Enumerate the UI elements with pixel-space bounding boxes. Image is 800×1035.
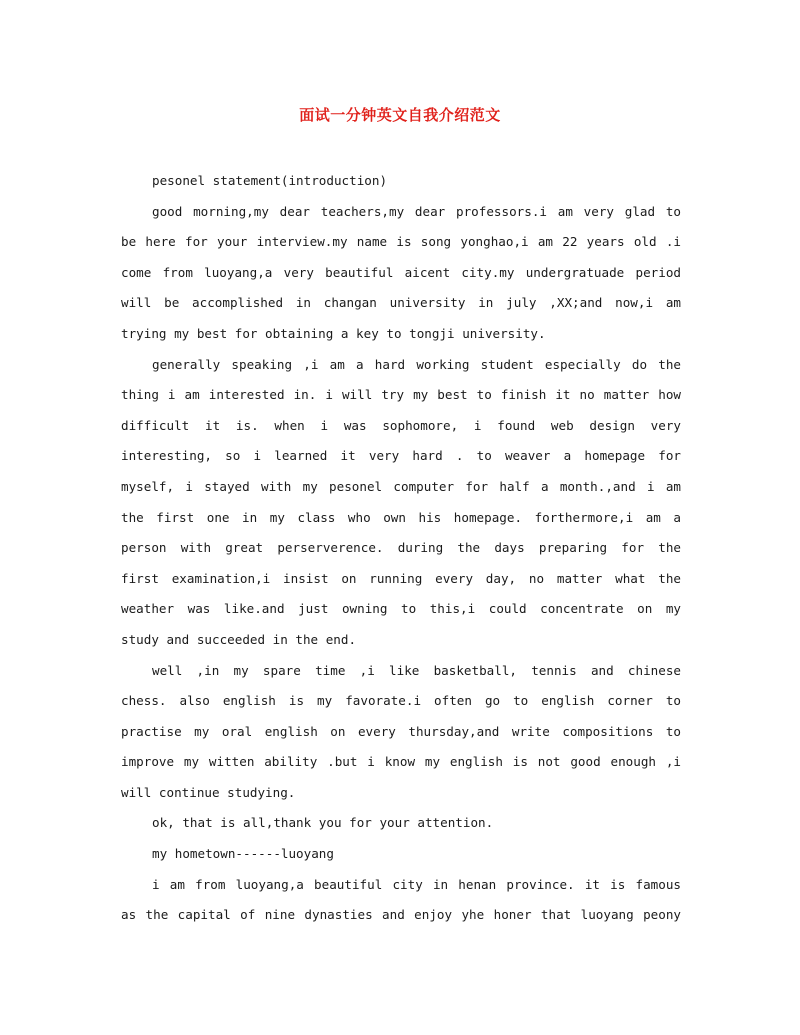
text-line: the first one in my class who own his homepage. forthermore,i am a [121,509,681,525]
text-line: study and succeeded in the end. [121,631,357,647]
text-line: as the capital of nine dynasties and enjoy yhe honer that luoyang peony [121,907,681,923]
text-line: myself, i stayed with my pesonel computer for half a month.,and i am [121,478,681,494]
text-line: practise my oral english on every thursday,and write compositions to [121,723,681,739]
document-title: 面试一分钟英文自我介绍范文 [299,106,501,124]
text-line: generally speaking ,i am a hard working student especially do the [152,356,681,372]
text-line: come from luoyang,a very beautiful aicent city.my undergratuade period [121,264,681,280]
text-line: ok, that is all,thank you for your attention. [152,815,494,831]
text-line: will continue studying. [121,784,296,800]
text-line: be here for your interview.my name is song yonghao,i am 22 years old .i [121,234,681,250]
text-line: difficult it is. when i was sophomore, i found web design very [121,417,681,433]
text-line: well ,in my spare time ,i like basketball, tennis and chinese [152,662,681,678]
text-line: weather was like.and just owning to this,i could concentrate on my [121,601,681,617]
text-line: improve my witten ability .but i know my english is not good enough ,i [121,754,681,770]
text-line: person with great perserverence. during the days preparing for the [121,540,681,556]
text-line: will be accomplished in changan university in july ,XX;and now,i am [121,295,681,311]
text-line: my hometown------luoyang [152,846,334,862]
text-line: thing i am interested in. i will try my best to finish it no matter how [121,387,681,403]
text-line: i am from luoyang,a beautiful city in henan province. it is famous [152,876,681,892]
text-line: pesonel statement(introduction) [152,173,388,188]
text-line: good morning,my dear teachers,my dear professors.i am very glad to [152,203,681,219]
text-line: chess. also english is my favorate.i often go to english corner to [121,693,681,709]
text-line: first examination,i insist on running every day, no matter what the [121,570,681,586]
text-line: trying my best for obtaining a key to tongji university. [121,325,546,341]
text-line: interesting, so i learned it very hard . to weaver a homepage for [121,448,681,464]
document-body [121,166,681,931]
